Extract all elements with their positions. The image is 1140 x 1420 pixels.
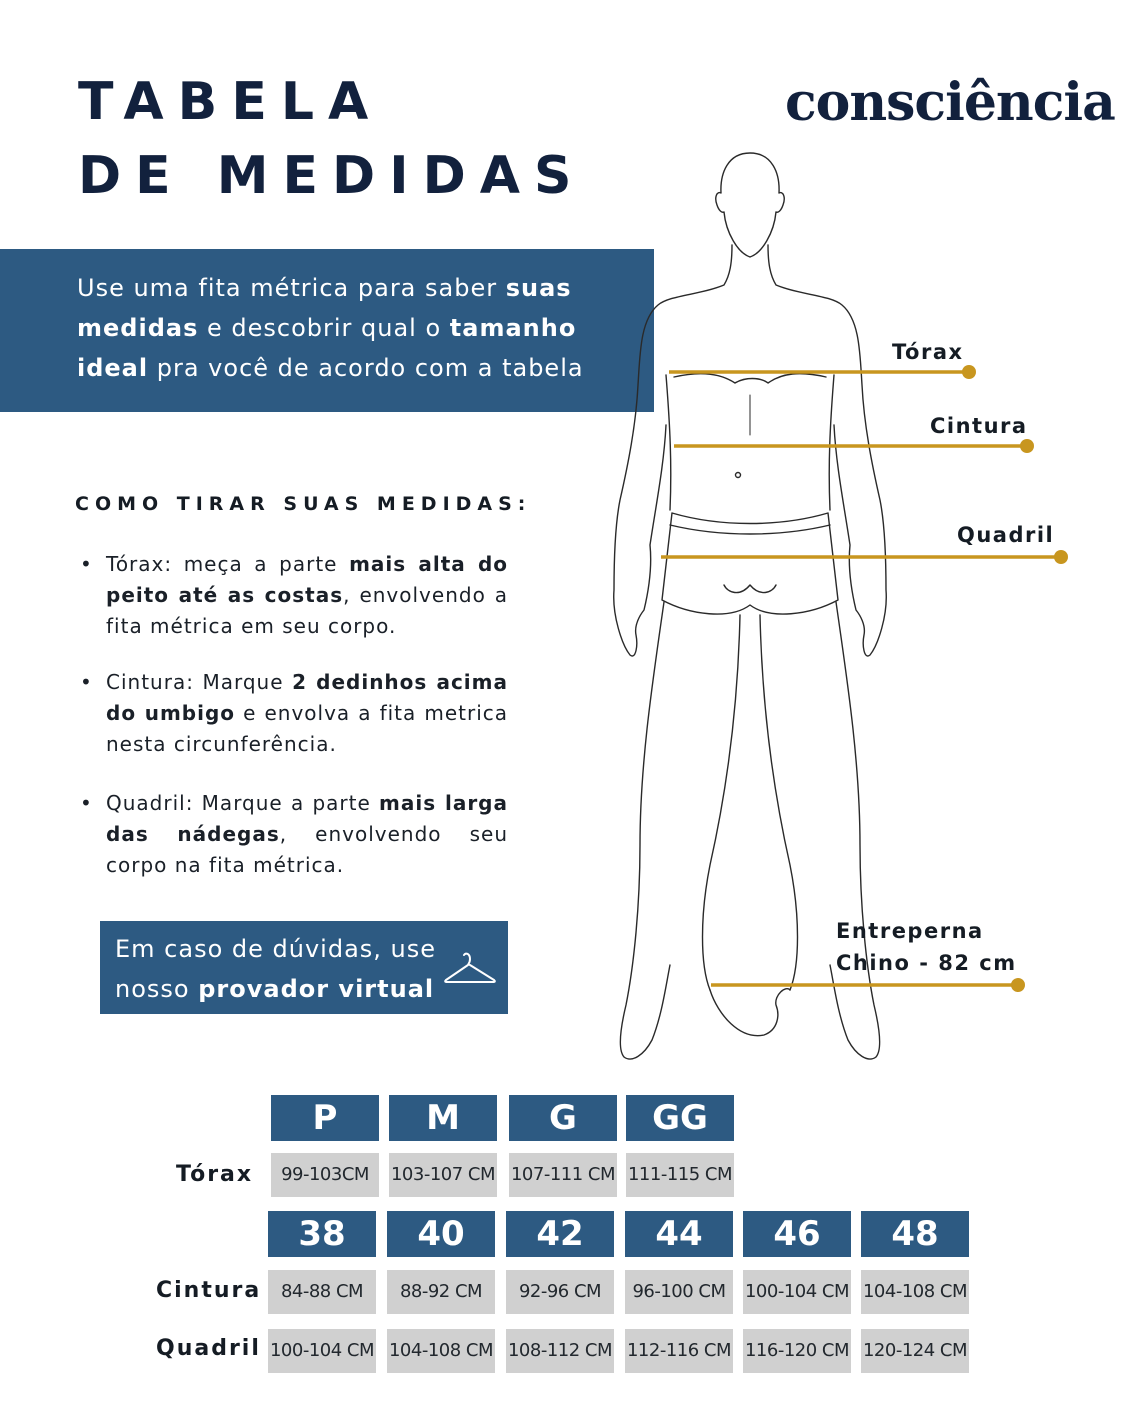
size-header-48: 48 — [861, 1211, 969, 1257]
cintura-value: 104-108 CM — [861, 1270, 969, 1314]
quadril-value: 100-104 CM — [268, 1329, 376, 1373]
quadril-value: 112-116 CM — [625, 1329, 733, 1373]
row-label-cintura: Cintura — [156, 1278, 262, 1303]
brand-logo: consciência — [785, 72, 1115, 133]
size-header-p: P — [271, 1095, 379, 1141]
tip-torax: • Tórax: meça a parte mais alta do peito até as costas, envolvendo a fita métrica em seu corpo. — [80, 549, 508, 642]
cintura-value: 100-104 CM — [743, 1270, 851, 1314]
cintura-value: 84-88 CM — [268, 1270, 376, 1314]
label-entreperna: Entreperna — [836, 919, 984, 943]
intro-text: Use uma fita métrica para saber suas medidas e descobrir qual o tamanho ideal pra você de acordo com a tabela — [77, 274, 584, 382]
torax-value: 99-103CM — [271, 1153, 379, 1197]
cta-line1: Em caso de dúvidas, use — [115, 935, 437, 963]
tip-quadril: • Quadril: Marque a parte mais larga das nádegas, envolvendo seu corpo na fita métrica. — [80, 788, 508, 881]
torax-value: 111-115 CM — [626, 1153, 734, 1197]
size-header-38: 38 — [268, 1211, 376, 1257]
page-title-line2: DE MEDIDAS — [78, 146, 586, 206]
cta-line2: nosso provador virtual — [115, 975, 435, 1003]
label-cintura: Cintura — [930, 414, 1028, 438]
size-header-44: 44 — [625, 1211, 733, 1257]
quadril-value: 104-108 CM — [387, 1329, 495, 1373]
row-label-torax: Tórax — [176, 1162, 254, 1187]
row-label-quadril: Quadril — [156, 1336, 261, 1361]
size-header-42: 42 — [506, 1211, 614, 1257]
size-header-46: 46 — [743, 1211, 851, 1257]
cintura-value: 88-92 CM — [387, 1270, 495, 1314]
quadril-value: 116-120 CM — [743, 1329, 851, 1373]
size-header-m: M — [389, 1095, 497, 1141]
quadril-value: 108-112 CM — [506, 1329, 614, 1373]
label-entreperna-chino: Chino - 82 cm — [836, 951, 1017, 975]
size-header-g: G — [509, 1095, 617, 1141]
label-quadril: Quadril — [957, 523, 1055, 547]
size-header-gg: GG — [626, 1095, 734, 1141]
torax-value: 107-111 CM — [509, 1153, 617, 1197]
cintura-value: 92-96 CM — [506, 1270, 614, 1314]
tip-cintura: • Cintura: Marque 2 dedinhos acima do umbigo e envolva a fita metrica nesta circunferência. — [80, 667, 508, 760]
label-torax: Tórax — [892, 340, 964, 364]
page-title-line1: TABELA — [78, 72, 383, 132]
cintura-value: 96-100 CM — [625, 1270, 733, 1314]
howto-heading: COMO TIRAR SUAS MEDIDAS: — [75, 493, 532, 515]
torax-value: 103-107 CM — [389, 1153, 497, 1197]
quadril-value: 120-124 CM — [861, 1329, 969, 1373]
size-header-40: 40 — [387, 1211, 495, 1257]
